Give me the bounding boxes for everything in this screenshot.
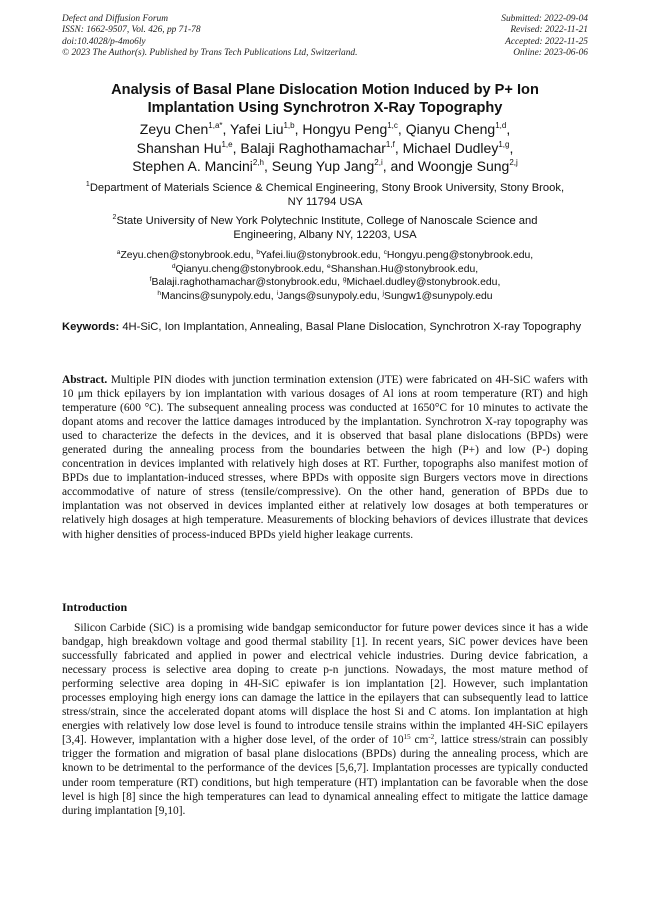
email-line-1 — [62, 249, 588, 263]
email-line-2 — [62, 263, 588, 277]
email-mark: g — [342, 276, 347, 284]
date-submitted: Submitted: 2022-09-04 — [501, 14, 588, 24]
journal-info — [62, 14, 442, 60]
affiliation-2-line-2: Engineering, Albany NY, 12203, USA — [233, 229, 417, 241]
author-name: Hongyu Peng — [302, 121, 388, 137]
keywords-text: 4H-SiC, Ion Implantation, Annealing, Basal Plane Dislocation, Synchrotron X-ray Topography — [122, 321, 582, 333]
email-mark: e — [327, 262, 331, 270]
author-name: Michael Dudley — [402, 139, 499, 156]
email-mark: h — [157, 289, 162, 297]
author-name: Shanshan Hu — [136, 139, 222, 156]
unit-exponent: -2 — [428, 733, 435, 742]
email-address[interactable]: Mancins@sunypoly.edu, — [161, 290, 277, 302]
author-affiliation-mark: 1,e — [221, 139, 233, 149]
author-separator: , — [294, 121, 303, 137]
email-mark: j — [382, 289, 385, 297]
author-affiliation-mark: 1,b — [283, 121, 295, 130]
author-name: Qianyu Cheng — [405, 121, 496, 137]
author-affiliation-mark: 1,a* — [208, 121, 223, 130]
email-address[interactable]: Michael.dudley@stonybrook.edu, — [346, 277, 501, 289]
abstract-label: Abstract. — [62, 374, 108, 386]
intro-text-part-2: , lattice stress/strain can possibly trigger the formation and migration of basal plane dislocations (BPDs) during the annealing process, which are known to be detrimental to the performance of the devices [5,6,7]. Implantation processes are typically conducted under room temperature (RT) conditions, but high temperature (HT) implantation can be favorable when the dose level is high [8] since the high temperatures can lead to dynamical annealing effect to mitigate the lattice damage during implantation [9,10]. — [62, 734, 588, 817]
author-line-1 — [62, 120, 588, 139]
author-name: Zeyu Chen — [139, 121, 209, 137]
journal-issn: ISSN: 1662-9507, Vol. 426, pp 71-78 — [62, 25, 201, 36]
author-affiliation-mark: 2,i — [374, 158, 383, 168]
author-affiliation-mark: 1,g — [498, 139, 510, 149]
affiliation-2-line-1: State University of New York Polytechnic Institute, College of Nanoscale Science and — [116, 215, 538, 227]
title-line-2: Implantation Using Synchrotron X-Ray Topography — [147, 99, 503, 116]
author-separator: , — [506, 121, 511, 137]
abstract-text: Multiple PIN diodes with junction termination extension (JTE) were fabricated on 4H-SiC wafers with 10 μm thick epilayers by ion implantation with various dosages of Al ions at room temperature (RT) and high temperature (600 °C). The subsequent annealing process was conducted at 1650°C for 10 minutes to activate the dopant atoms and recover the lattice damages introduced by the implantation. Synchrotron X-ray topography was used to characterize the defects in the devices, and it is observed that basal plane dislocations (BPDs) were generated during the annealing process from the boundaries between the high (P+) and low (P-) doping concentration in devices implanted with relatively high doses at RT. Further, topographs also manifest motion of BPDs due to implantation-induced stresses, where BPDs with opposite sign Burgers vectors move in directions accommodative of nature of stress (tensile/compressive). On the other hand, generation of BPDs due to implantation was not observed in devices implanted either at relatively low dosages at both temperatures or relatively high dosages at high temperature. Measurements of blocking behaviors of devices illustrate that devices with higher densities of process-induced BPDs yield higher leakage currents. — [62, 374, 588, 541]
email-address[interactable]: Sungw1@sunypoly.edu — [384, 290, 493, 302]
abstract-section — [62, 373, 588, 542]
author-separator: , — [509, 139, 514, 156]
author-affiliation-mark: 1,c — [387, 121, 398, 130]
author-affiliation-mark: 1,f — [385, 139, 395, 149]
author-name: Stephen A. Mancini — [132, 158, 253, 175]
author-separator: , — [397, 121, 406, 137]
keywords-section — [62, 320, 588, 334]
email-address[interactable]: Zeyu.chen@stonybrook.edu, — [120, 250, 257, 261]
email-mark: c — [383, 249, 387, 256]
email-address[interactable]: Shanshan.Hu@stonybrook.edu, — [330, 263, 479, 275]
email-address[interactable]: Balaji.raghothamachar@stonybrook.edu, — [151, 277, 343, 289]
journal-doi[interactable]: doi:10.4028/p-4mo6ly — [62, 36, 146, 47]
email-address[interactable]: Jangs@sunypoly.edu, — [278, 290, 383, 302]
title-line-1: Analysis of Basal Plane Dislocation Motion Induced by P+ Ion — [111, 82, 539, 98]
author-separator: , and — [382, 158, 418, 175]
author-separator: , — [394, 139, 403, 156]
date-accepted: Accepted: 2022-11-25 — [505, 36, 588, 47]
affiliation-number: 2 — [112, 214, 117, 221]
email-mark: a — [116, 249, 121, 256]
author-name: Woongje Sung — [417, 158, 510, 175]
email-line-3 — [62, 276, 588, 290]
author-line-2 — [62, 139, 588, 158]
email-mark: d — [171, 262, 176, 270]
email-address[interactable]: Hongyu.peng@stonybrook.edu, — [386, 250, 534, 261]
email-mark: b — [256, 249, 261, 256]
affiliation-number: 1 — [85, 181, 90, 188]
intro-text-unit: cm — [410, 734, 429, 747]
keywords-label: Keywords: — [62, 321, 120, 333]
author-affiliation-mark: 1,d — [495, 121, 507, 130]
affiliation-1-line-2: NY 11794 USA — [287, 196, 363, 208]
journal-copyright: © 2023 The Author(s). Published by Trans Tech Publications Ltd, Switzerland. — [62, 48, 358, 59]
email-line-4 — [62, 290, 588, 304]
intro-text-part-1: Silicon Carbide (SiC) is a promising wide bandgap semiconductor for future power devices since it has a wide bandgap, high breakdown voltage and good thermal stability [1]. In recent years, SiC power devices have been successfully fabricated and applied in power and electrical vehicle industries. During device fabrication, a necessary process is selective area doping to create p-n junctions. Nowadays, the most mature method of performing selective area doping in 4H-SiC epiwafer is ion implantation [2]. However, such implantation processes employing high energy ions can damage the lattice in the epilayers that can subsequently lead to lattice stress/strain, since the accelerated dopant atoms will displace the host Si and C atoms. Ion implantation at high energies with relatively low dose level is found to introduce tensile strains within the implanted 4H-SiC epilayers [3,4]. However, implantation with a higher dose level, of the order of 10 — [62, 622, 588, 747]
affiliation-2 — [62, 214, 588, 242]
author-list — [62, 120, 588, 176]
publication-dates — [388, 14, 588, 60]
email-address[interactable]: Yafei.liu@stonybrook.edu, — [260, 250, 384, 261]
introduction-heading: Introduction — [62, 600, 128, 614]
author-name: Seung Yup Jang — [271, 158, 375, 175]
author-name: Balaji Raghothamachar — [240, 139, 386, 156]
paper-title — [70, 82, 580, 117]
email-mark: i — [276, 289, 279, 297]
author-separator: , — [232, 139, 241, 156]
journal-name: Defect and Diffusion Forum — [62, 14, 168, 24]
affiliation-1-line-1: Department of Materials Science & Chemical Engineering, Stony Brook University, Stony Brook, — [89, 182, 565, 194]
introduction-text — [62, 621, 588, 818]
author-affiliation-mark: 2,j — [509, 158, 518, 168]
date-revised: Revised: 2022-11-21 — [510, 25, 588, 36]
email-mark: f — [149, 276, 152, 284]
date-online: Online: 2023-06-06 — [513, 48, 588, 59]
author-line-3 — [62, 157, 588, 176]
affiliation-1 — [62, 181, 588, 209]
author-separator: , — [263, 158, 272, 175]
author-separator: , — [222, 121, 231, 137]
email-list — [62, 249, 588, 303]
email-address[interactable]: Qianyu.cheng@stonybrook.edu, — [175, 263, 328, 275]
author-name: Yafei Liu — [230, 121, 284, 137]
author-affiliation-mark: 2,h — [252, 158, 264, 168]
dose-exponent: 15 — [403, 733, 411, 742]
